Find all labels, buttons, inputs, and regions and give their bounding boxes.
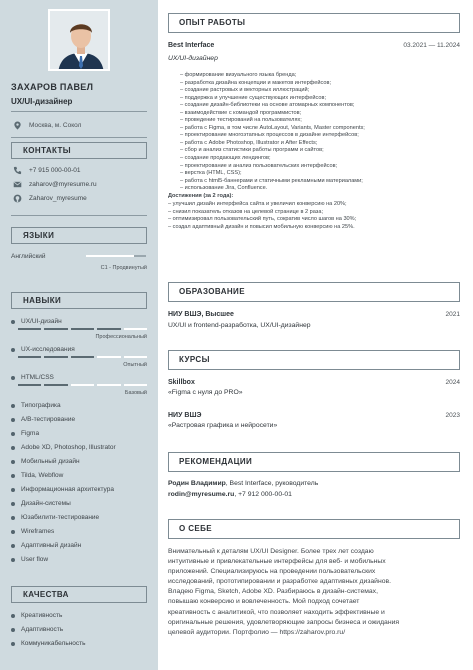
email-icon [13,180,22,189]
skill-level-segment [71,356,94,358]
skill-item: Wireframes [11,528,147,535]
about-line: интуитивные и привлекательные интерфейсы для веб- и мобильных [168,558,386,566]
bullet-icon [11,614,15,618]
skill-item: Адаптивный дизайн [11,542,147,549]
about-line: Владею Figma, Sketch, Adobe XD. Разбираюсь в дизайн-системах, [168,588,378,596]
bullet-icon [11,544,15,548]
duty-line: – разработка дизайна концепции и макетов интерфейсов; [180,79,332,86]
about-line: приложений. Специализируюсь на проведении пользовательских [168,568,376,576]
bullet-icon [11,446,15,450]
skills-heading: НАВЫКИ [11,292,147,309]
skill-item: User flow [11,556,147,563]
skill-level-segment [97,328,120,330]
skill-level-segment [18,328,41,330]
bullet-icon [11,502,15,506]
github-text: Zaharov_myresume [29,195,87,202]
achievement-line: – оптимизировал пользовательский путь, сократив число шагов на 30%; [168,216,357,223]
experience-duties [180,72,365,193]
person-role: UX/UI-дизайнер [11,97,73,106]
skill-level-segment [18,384,41,386]
about-line: Внимательный к деталям UX/UI Designer. Более трех лет создаю [168,548,374,555]
skill-item: Мобильный дизайн [11,458,147,465]
bullet-icon [11,530,15,534]
skill-item: Типографика [11,402,147,409]
person-name: ЗАХАРОВ ПАВЕЛ [11,82,94,92]
duty-line: – создание продающих лендингов; [180,155,271,162]
bullet-icon [11,516,15,520]
skill-level-bar [18,328,147,330]
achievement-line: – улучшил дизайн интерфейса сайта и увеличил конверсию на 20%; [168,201,347,207]
quality-item: Коммуникабельность [11,640,147,647]
divider [11,215,147,216]
bullet-icon [11,376,15,380]
experience-achievements [168,201,356,231]
language-level-bar [86,255,146,257]
skill-level-segment [97,384,120,386]
duty-line: – создание растровых и векторных иллюстраций; [180,87,310,94]
skill-name: UX/UI-дизайн [21,318,62,325]
skill-level-segment [71,384,94,386]
achievements-title: Достижения (за 2 года): [168,193,234,199]
recommendations-heading: РЕКОМЕНДАЦИИ [168,452,460,472]
contact-email[interactable] [13,180,97,189]
location-text: Москва, м. Сокол [29,122,82,129]
duty-line: – работа с Figma, в том числе AutoLayout, Variants, Master components; [180,124,365,131]
language-level-fill [86,255,134,257]
skill-level: Опытный [123,362,147,368]
skill-item: Figma [11,430,147,437]
skill-level-segment [18,356,41,358]
contact-phone[interactable] [13,166,81,175]
skill-name: HTML/CSS [21,374,54,381]
language-name: Английский [11,253,46,260]
bullet-icon [11,418,15,422]
bullet-icon [11,628,15,632]
divider [11,137,147,138]
language-level: C1 - Продвинутый [100,265,147,271]
duty-line: – поддержка и улучшение существующих интерфейсов; [180,94,327,101]
duty-line: – проектирование и анализ пользовательских интерфейсов; [180,162,338,169]
about-line: целевой аудитории. Портфолио — https://zaharov.pro.ru/ [168,628,346,636]
contacts-heading: КОНТАКТЫ [11,142,147,159]
skill-item: А/B-тестирование [11,416,147,423]
course-year: 2024 [445,379,460,386]
duty-line: – формирование визуального языка бренда; [180,72,297,78]
about-text [168,547,399,638]
skill-level-segment [97,356,120,358]
course-org: Skillbox [168,379,195,386]
courses-heading: КУРСЫ [168,350,460,370]
skill-rated [11,374,147,381]
course-name: «Растровая графика и нейросети» [168,422,278,429]
email-text: zaharov@myresume.ru [29,181,97,188]
skill-item: Adobe XD, Photoshop, Illustrator [11,444,147,451]
experience-period: 03.2021 — 11.2024 [403,42,460,49]
duty-line: – проектирование многоэтапных процессов в дизайне интерфейсов; [180,132,359,139]
bullet-icon [11,558,15,562]
duty-line: – работа с html5-баннерами и статичными рекламными материалами; [180,177,363,184]
skill-item: Информационная архитектура [11,486,147,493]
duty-line: – верстка (HTML, CSS); [180,170,242,177]
course-org: НИУ ВШЭ [168,412,202,419]
skill-level: Базовый [124,390,147,396]
duty-line: – сбор и анализ статистики работы программ и сайтов; [180,147,324,154]
duty-line: – взаимодействие с командой программистов; [180,109,302,116]
phone-text: +7 915 000-00-01 [29,167,81,174]
achievement-line: – снизил показатель отказов на целевой странице в 2 раза; [168,208,324,215]
experience-position: UX/UI-дизайнер [168,55,218,62]
skill-level-segment [44,328,67,330]
about-heading: О СЕБЕ [168,519,460,539]
skill-level-segment [124,328,147,330]
skill-name: UX-исследования [21,346,75,353]
skill-level-bar [18,356,147,358]
skill-level-segment [44,384,67,386]
skill-rated [11,318,147,325]
bullet-icon [11,488,15,492]
avatar [48,9,110,71]
education-program: UX/UI и frontend-разработка, UX/UI-дизайнер [168,322,311,329]
course-year: 2023 [445,412,460,419]
skill-item: Дизайн-системы [11,500,147,507]
qualities-heading: КАЧЕСТВА [11,586,147,603]
about-line: оригинальные решения, удовлетворяющие запросы бизнеса и ожидания [168,618,400,626]
achievement-line: – создал адаптивный дизайн и повысил мобильную конверсию на 25%. [168,223,355,230]
phone-icon [13,166,22,175]
quality-item: Адаптивность [11,626,147,633]
duty-line: – использование Jira, Confluence. [180,185,268,192]
duty-line: – работа с Adobe Photoshop, Illustrator и After Effects; [180,139,318,146]
skill-item: Юзабилити-тестирование [11,514,147,521]
location [13,121,81,130]
bullet-icon [11,404,15,408]
experience-heading: ОПЫТ РАБОТЫ [168,13,460,33]
skill-level: Профессиональный [95,334,147,340]
skill-level-segment [71,328,94,330]
course-name: «Figma с нуля до PRO» [168,389,243,396]
education-school: НИУ ВШЭ, Высшее [168,311,234,318]
duty-line: – создание дизайн-библиотеки на основе атомарных компонентов; [180,102,355,109]
duty-line: – проведение тестирований на пользователях; [180,117,302,124]
bullet-icon [11,460,15,464]
skill-rated [11,346,147,353]
about-line: исследований, прототипировании и разработке адаптивных дизайнов. [168,578,391,586]
education-heading: ОБРАЗОВАНИЕ [168,282,460,302]
education-year: 2021 [445,311,460,318]
bullet-icon [11,432,15,436]
skill-level-bar [18,384,147,386]
skill-level-segment [44,356,67,358]
recommendation-contacts: rodin@myresume.ru, +7 912 000-00-01 [168,491,292,498]
skill-level-segment [124,356,147,358]
languages-heading: ЯЗЫКИ [11,227,147,244]
location-pin-icon [13,121,22,130]
skill-level-segment [124,384,147,386]
contact-github[interactable] [13,194,87,203]
bullet-icon [11,642,15,646]
about-line: повышаю конверсию и вовлеченность. Мой подход сочетает [168,598,360,606]
recommendation-person: Родин Владимир, Best Interface, руководитель [168,480,319,487]
divider [11,111,147,112]
quality-item: Креативность [11,612,147,619]
avatar-photo [50,11,110,71]
bullet-icon [11,320,15,324]
bullet-icon [11,474,15,478]
experience-company: Best Interface [168,42,215,49]
bullet-icon [11,348,15,352]
skill-item: Tilda, Webflow [11,472,147,479]
github-icon [13,194,22,203]
about-line: креативность с аналитикой, что позволяет находить эффективные и [168,608,385,616]
